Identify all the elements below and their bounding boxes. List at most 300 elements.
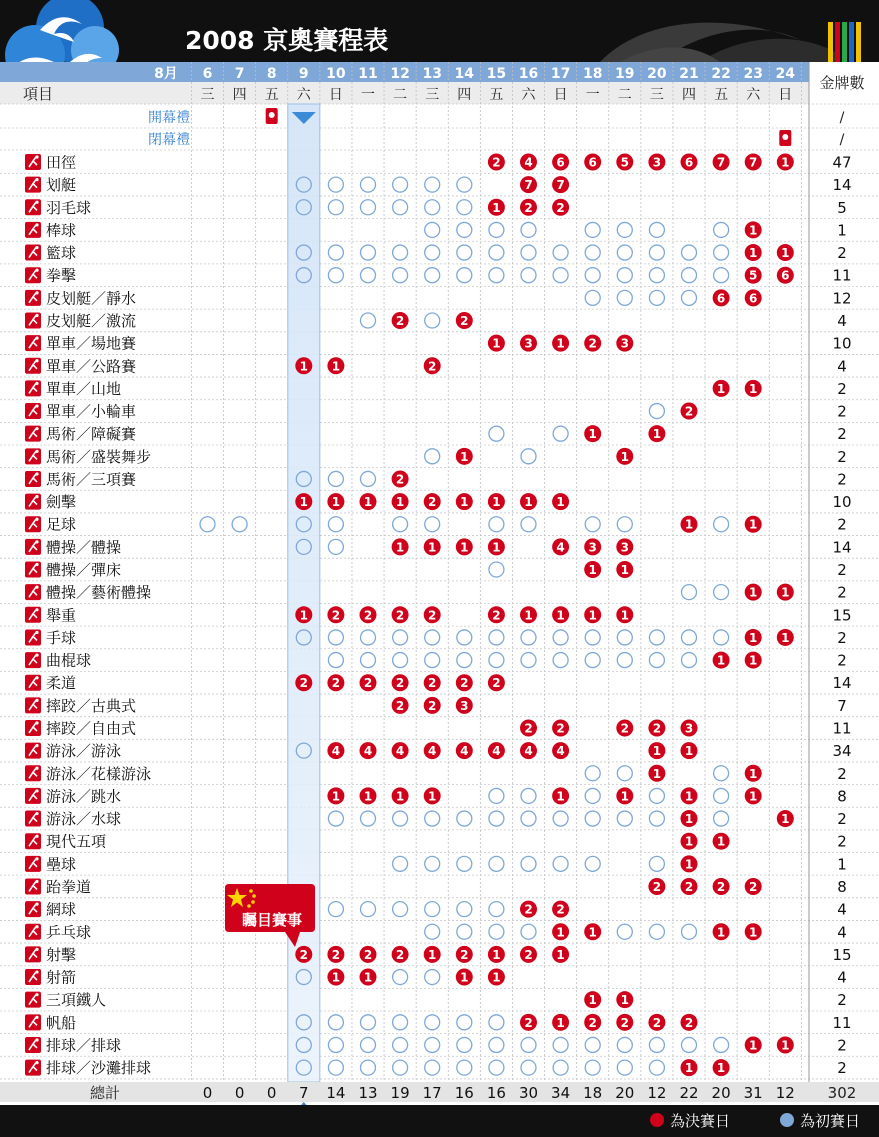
- sport-pictogram-icon: [25, 312, 41, 328]
- final-event-count: 2: [331, 608, 341, 623]
- preliminary-day-marker: [457, 653, 472, 668]
- final-event-count: 1: [749, 789, 758, 804]
- pictogram-head: [35, 1061, 38, 1064]
- preliminary-day-marker: [393, 200, 408, 215]
- final-event-count: 1: [781, 585, 790, 600]
- preliminary-day-marker: [361, 1015, 376, 1030]
- final-event-count: 1: [556, 947, 565, 962]
- final-event-count: 6: [716, 291, 726, 306]
- sport-pictogram-icon: [25, 290, 41, 306]
- medal-total: 2: [837, 402, 847, 421]
- preliminary-day-marker: [649, 404, 664, 419]
- sport-name: 摔跤／古典式: [46, 696, 137, 715]
- preliminary-day-marker: [328, 200, 343, 215]
- ceremony-name: 開幕禮: [148, 110, 190, 126]
- sport-name: 手球: [46, 628, 77, 647]
- sport-pictogram-icon: [25, 199, 41, 215]
- final-event-count: 3: [620, 336, 629, 351]
- final-event-count: 1: [684, 517, 694, 532]
- sport-row: [25, 1059, 847, 1077]
- preliminary-day-marker: [521, 788, 536, 803]
- preliminary-day-marker: [457, 222, 472, 237]
- sport-row: [25, 561, 847, 579]
- preliminary-day-marker: [457, 245, 472, 260]
- final-event-count: 1: [556, 925, 565, 940]
- final-event-count: 2: [492, 608, 501, 623]
- preliminary-day-marker: [425, 924, 440, 939]
- final-event-count: 2: [363, 947, 373, 962]
- final-event-count: 4: [524, 155, 533, 170]
- final-event-count: 2: [428, 495, 437, 510]
- preliminary-day-marker: [585, 222, 600, 237]
- daily-total: 7: [299, 1084, 309, 1102]
- pictogram-head: [35, 608, 38, 611]
- preliminary-day-marker: [682, 268, 697, 283]
- preliminary-day-marker: [617, 245, 632, 260]
- medal-total: 2: [837, 651, 847, 670]
- preliminary-day-marker: [489, 268, 504, 283]
- sport-name: 游泳／水球: [46, 810, 122, 829]
- daily-total: 34: [551, 1084, 571, 1102]
- preliminary-day-marker: [361, 902, 376, 917]
- final-event-count: 2: [460, 676, 469, 691]
- preliminary-day-marker: [425, 449, 440, 464]
- final-event-count: 1: [588, 993, 597, 1008]
- weekday-label: 三: [649, 87, 664, 103]
- sport-pictogram-icon: [25, 924, 41, 940]
- final-event-count: 1: [492, 947, 501, 962]
- sport-row: [25, 652, 847, 670]
- final-event-count: 1: [781, 812, 790, 827]
- daily-total: 30: [518, 1084, 539, 1102]
- medal-total: 14: [832, 674, 852, 693]
- preliminary-day-marker: [489, 517, 504, 532]
- final-event-count: 2: [363, 676, 373, 691]
- weekday-label: 日: [553, 87, 568, 103]
- sport-name: 舉重: [46, 606, 77, 625]
- medal-total: 2: [837, 379, 847, 398]
- preliminary-day-marker: [617, 517, 632, 532]
- final-event-count: 2: [460, 947, 469, 962]
- sport-name: 摔跤／自由式: [46, 719, 137, 738]
- medal-count-header: 金牌數: [819, 74, 865, 92]
- preliminary-day-marker: [489, 788, 504, 803]
- preliminary-day-marker: [585, 245, 600, 260]
- weekday-label: 一: [585, 87, 600, 103]
- sport-name: 曲棍球: [46, 651, 92, 670]
- medal-total: 34: [832, 742, 852, 761]
- sport-row: [25, 697, 847, 715]
- final-event-count: 2: [395, 472, 405, 487]
- preliminary-day-marker: [393, 653, 408, 668]
- sport-row: [25, 833, 847, 851]
- sport-row: [25, 244, 847, 262]
- pictogram-head: [35, 404, 38, 407]
- medal-total: 4: [837, 357, 847, 376]
- preliminary-day-marker: [682, 653, 697, 668]
- preliminary-day-marker: [328, 1037, 343, 1052]
- preliminary-day-marker: [457, 1037, 472, 1052]
- date-label: 8: [266, 66, 277, 82]
- sport-pictogram-icon: [25, 426, 41, 442]
- sport-row: [25, 199, 847, 217]
- sport-pictogram-icon: [25, 267, 41, 283]
- sport-row: [25, 946, 852, 964]
- sport-pictogram-icon: [25, 901, 41, 917]
- pictogram-head: [35, 789, 38, 792]
- final-event-count: 2: [299, 676, 308, 691]
- final-event-count: 1: [620, 563, 629, 578]
- ceremony-medals: /: [839, 110, 845, 126]
- preliminary-day-marker: [457, 200, 472, 215]
- final-event-count: 5: [620, 155, 629, 170]
- preliminary-day-marker: [617, 1060, 632, 1075]
- preliminary-day-marker: [553, 426, 568, 441]
- sport-name: 排球／排球: [46, 1036, 122, 1055]
- final-event-count: 2: [684, 404, 694, 419]
- final-event-count: 1: [716, 381, 726, 396]
- medal-total: 1: [837, 221, 847, 240]
- month-label: 8月: [154, 66, 178, 82]
- sport-name: 馬術／障礙賽: [46, 425, 137, 444]
- preliminary-day-marker: [585, 1037, 600, 1052]
- final-event-count: 1: [331, 495, 341, 510]
- preliminary-day-marker: [393, 970, 408, 985]
- final-event-count: 1: [749, 925, 758, 940]
- final-event-count: 2: [428, 676, 437, 691]
- preliminary-day-marker: [232, 517, 247, 532]
- preliminary-day-marker: [425, 517, 440, 532]
- preliminary-day-marker: [649, 788, 664, 803]
- preliminary-day-marker: [425, 811, 440, 826]
- pictogram-head: [35, 903, 38, 906]
- final-event-count: 2: [556, 200, 565, 215]
- final-event-count: 1: [749, 246, 758, 261]
- final-event-count: 2: [652, 721, 662, 736]
- final-event-count: 1: [652, 427, 662, 442]
- final-event-count: 6: [781, 268, 790, 283]
- preliminary-day-marker: [585, 630, 600, 645]
- final-event-count: 1: [363, 789, 373, 804]
- medal-total: 8: [837, 787, 847, 806]
- final-event-count: 1: [492, 336, 501, 351]
- final-event-count: 2: [331, 947, 341, 962]
- sport-name: 皮划艇／激流: [46, 311, 137, 330]
- preliminary-day-marker: [585, 811, 600, 826]
- sport-name: 射擊: [46, 945, 77, 964]
- final-event-count: 5: [749, 268, 758, 283]
- preliminary-day-marker: [328, 630, 343, 645]
- final-event-count: 4: [395, 744, 405, 759]
- date-label: 15: [486, 66, 507, 82]
- preliminary-day-marker: [361, 1060, 376, 1075]
- preliminary-day-marker: [585, 788, 600, 803]
- medal-total: 4: [837, 900, 847, 919]
- preliminary-day-marker: [457, 1015, 472, 1030]
- date-label: 20: [647, 66, 667, 82]
- final-event-count: 1: [460, 540, 469, 555]
- final-event-count: 1: [331, 789, 341, 804]
- final-event-count: 1: [331, 970, 341, 985]
- final-event-count: 1: [556, 495, 565, 510]
- preliminary-day-marker: [649, 924, 664, 939]
- pictogram-head: [35, 450, 38, 453]
- preliminary-day-marker: [489, 222, 504, 237]
- sport-row: [25, 448, 847, 466]
- final-event-count: 2: [588, 1015, 597, 1030]
- sport-pictogram-icon: [25, 494, 41, 510]
- final-event-count: 2: [460, 313, 469, 328]
- final-event-count: 2: [749, 879, 758, 894]
- callout-label: 矚目賽事: [241, 911, 303, 929]
- final-event-count: 3: [588, 540, 597, 555]
- medal-total: 2: [837, 515, 847, 534]
- preliminary-day-marker: [521, 1060, 536, 1075]
- weekday-label: 四: [232, 87, 247, 103]
- pictogram-head: [35, 427, 38, 430]
- sport-row: [25, 1014, 852, 1032]
- preliminary-day-marker: [649, 856, 664, 871]
- preliminary-day-marker: [617, 1037, 632, 1052]
- weekday-label: 四: [682, 87, 696, 103]
- preliminary-day-marker: [714, 788, 729, 803]
- sport-pictogram-icon: [25, 245, 41, 261]
- final-event-count: 6: [749, 291, 758, 306]
- preliminary-day-marker: [328, 268, 343, 283]
- sport-row: [25, 312, 847, 330]
- final-event-count: 1: [749, 1038, 758, 1053]
- sport-name: 單車／公路賽: [46, 357, 137, 376]
- sport-name: 單車／小輪車: [46, 402, 137, 421]
- sport-pictogram-icon: [25, 811, 41, 827]
- sport-pictogram-icon: [25, 403, 41, 419]
- preliminary-day-marker: [585, 856, 600, 871]
- medal-total: 2: [837, 764, 847, 783]
- sport-name: 乒乓球: [46, 923, 92, 942]
- medal-total: 2: [837, 447, 847, 466]
- preliminary-day-marker: [328, 1060, 343, 1075]
- pictogram-head: [35, 518, 38, 521]
- weekday-label: 五: [489, 87, 504, 103]
- daily-total: 13: [358, 1084, 378, 1102]
- pictogram-head: [35, 586, 38, 589]
- pictogram-head: [35, 155, 38, 158]
- pictogram-head: [35, 676, 38, 679]
- preliminary-day-marker: [393, 1037, 408, 1052]
- sport-pictogram-icon: [25, 788, 41, 804]
- final-event-count: 1: [363, 495, 373, 510]
- medal-total: 4: [837, 311, 847, 330]
- weekday-label: 二: [393, 87, 408, 103]
- pictogram-head: [35, 246, 38, 249]
- sport-pictogram-icon: [25, 222, 41, 238]
- preliminary-day-marker: [617, 811, 632, 826]
- sport-pictogram-icon: [25, 992, 41, 1008]
- totals-label: 總計: [89, 1084, 121, 1102]
- final-event-count: 1: [716, 1061, 726, 1076]
- sport-pictogram-icon: [25, 969, 41, 985]
- final-event-count: 1: [556, 789, 565, 804]
- medal-total: 2: [837, 1036, 847, 1055]
- preliminary-day-marker: [489, 902, 504, 917]
- weekday-label: 四: [457, 87, 472, 103]
- final-event-count: 1: [492, 970, 501, 985]
- final-event-count: 1: [299, 495, 308, 510]
- sport-row: [25, 606, 852, 624]
- final-event-count: 1: [588, 608, 597, 623]
- final-event-count: 1: [492, 540, 501, 555]
- final-event-count: 7: [524, 178, 533, 193]
- final-event-count: 1: [749, 653, 758, 668]
- preliminary-day-marker: [393, 1015, 408, 1030]
- preliminary-day-marker: [361, 653, 376, 668]
- final-event-count: 2: [363, 608, 373, 623]
- preliminary-day-marker: [682, 290, 697, 305]
- preliminary-day-marker: [328, 902, 343, 917]
- final-event-count: 1: [652, 744, 662, 759]
- final-event-count: 1: [395, 789, 405, 804]
- pictogram-head: [35, 269, 38, 272]
- final-event-count: 1: [781, 630, 790, 645]
- weekday-label: 五: [714, 87, 729, 103]
- sport-pictogram-icon: [25, 856, 41, 872]
- preliminary-day-marker: [521, 630, 536, 645]
- preliminary-day-marker: [361, 313, 376, 328]
- grid-lines: [0, 62, 879, 1102]
- final-event-count: 2: [556, 902, 565, 917]
- preliminary-day-marker: [553, 1037, 568, 1052]
- preliminary-day-marker: [553, 245, 568, 260]
- final-event-count: 2: [684, 1015, 694, 1030]
- sport-row: [25, 1036, 847, 1054]
- sport-name: 足球: [46, 515, 77, 534]
- final-event-count: 1: [781, 246, 790, 261]
- date-label: 14: [454, 66, 475, 82]
- preliminary-day-marker: [361, 200, 376, 215]
- sport-name: 體操／藝術體操: [46, 583, 152, 602]
- sport-pictogram-icon: [25, 584, 41, 600]
- medal-total: 2: [837, 425, 847, 444]
- date-label: 22: [711, 66, 731, 82]
- pictogram-head: [35, 1016, 38, 1019]
- preliminary-day-marker: [361, 630, 376, 645]
- sport-pictogram-icon: [25, 765, 41, 781]
- preliminary-day-marker: [682, 245, 697, 260]
- medal-total: 2: [837, 991, 847, 1010]
- preliminary-day-marker: [425, 1037, 440, 1052]
- medal-total: 15: [832, 606, 852, 625]
- sport-row: [25, 538, 852, 556]
- preliminary-day-marker: [328, 245, 343, 260]
- final-event-count: 2: [428, 698, 437, 713]
- date-label: 7: [234, 66, 245, 82]
- sport-name: 羽毛球: [46, 198, 92, 217]
- sport-pictogram-icon: [25, 448, 41, 464]
- final-event-count: 1: [492, 200, 501, 215]
- final-event-count: 3: [524, 336, 533, 351]
- weekday-label: 六: [296, 87, 311, 103]
- weekday-label: 一: [361, 87, 375, 103]
- sport-pictogram-icon: [25, 652, 41, 668]
- pictogram-head: [35, 631, 38, 634]
- grand-total: 302: [827, 1084, 857, 1102]
- preliminary-day-marker: [714, 245, 729, 260]
- sport-row: [25, 787, 847, 805]
- sport-pictogram-icon: [25, 471, 41, 487]
- preliminary-day-marker: [361, 268, 376, 283]
- date-label: 9: [298, 66, 309, 82]
- sport-row: [25, 380, 847, 398]
- final-event-count: 1: [588, 427, 597, 442]
- preliminary-day-marker: [393, 517, 408, 532]
- daily-total: 0: [202, 1084, 213, 1102]
- pictogram-head: [35, 812, 38, 815]
- sport-row: [25, 470, 847, 488]
- sport-pictogram-icon: [25, 516, 41, 532]
- daily-total: 16: [454, 1084, 474, 1102]
- final-event-count: 2: [395, 698, 405, 713]
- weekday-label: 日: [778, 87, 793, 103]
- pictogram-head: [35, 563, 38, 566]
- daily-total: 20: [615, 1084, 635, 1102]
- final-event-count: 2: [556, 721, 565, 736]
- final-event-count: 6: [684, 155, 694, 170]
- preliminary-day-marker: [617, 924, 632, 939]
- date-label: 6: [202, 66, 213, 82]
- sport-name: 游泳／跳水: [46, 787, 122, 806]
- medal-total: 2: [837, 470, 847, 489]
- daily-total: 0: [234, 1084, 245, 1102]
- preliminary-day-marker: [489, 426, 504, 441]
- date-label: 19: [615, 66, 635, 82]
- preliminary-day-marker: [425, 177, 440, 192]
- sport-name: 棒球: [46, 221, 77, 240]
- final-event-count: 2: [524, 902, 533, 917]
- daily-total: 17: [422, 1084, 442, 1102]
- final-event-count: 1: [460, 495, 469, 510]
- preliminary-day-marker: [393, 1060, 408, 1075]
- weekday-label: 三: [425, 87, 440, 103]
- final-event-count: 1: [684, 857, 694, 872]
- sport-pictogram-icon: [25, 335, 41, 351]
- preliminary-day-marker: [457, 902, 472, 917]
- pictogram-head: [35, 337, 38, 340]
- sport-row: [25, 584, 847, 602]
- sport-name: 籃球: [46, 244, 77, 263]
- final-event-count: 2: [395, 313, 405, 328]
- final-event-count: 1: [781, 155, 790, 170]
- sport-row: [25, 629, 847, 647]
- sport-name: 射箭: [46, 968, 77, 987]
- medal-total: 11: [832, 266, 852, 285]
- final-event-count: 2: [492, 155, 501, 170]
- weekday-label: 六: [746, 87, 761, 103]
- preliminary-day-marker: [328, 471, 343, 486]
- preliminary-day-marker: [425, 222, 440, 237]
- sport-row: [25, 878, 847, 896]
- sport-name: 拳擊: [46, 266, 77, 285]
- medal-total: 8: [837, 877, 847, 896]
- preliminary-day-marker: [425, 268, 440, 283]
- pictogram-head: [35, 653, 38, 656]
- sport-rows: [25, 108, 852, 1077]
- sport-name: 壘球: [46, 855, 77, 874]
- footer-bar: [0, 1105, 879, 1137]
- preliminary-day-marker: [328, 539, 343, 554]
- preliminary-day-marker: [714, 811, 729, 826]
- ceremony-medals: /: [839, 132, 845, 148]
- sport-name: 體操／體操: [46, 538, 122, 557]
